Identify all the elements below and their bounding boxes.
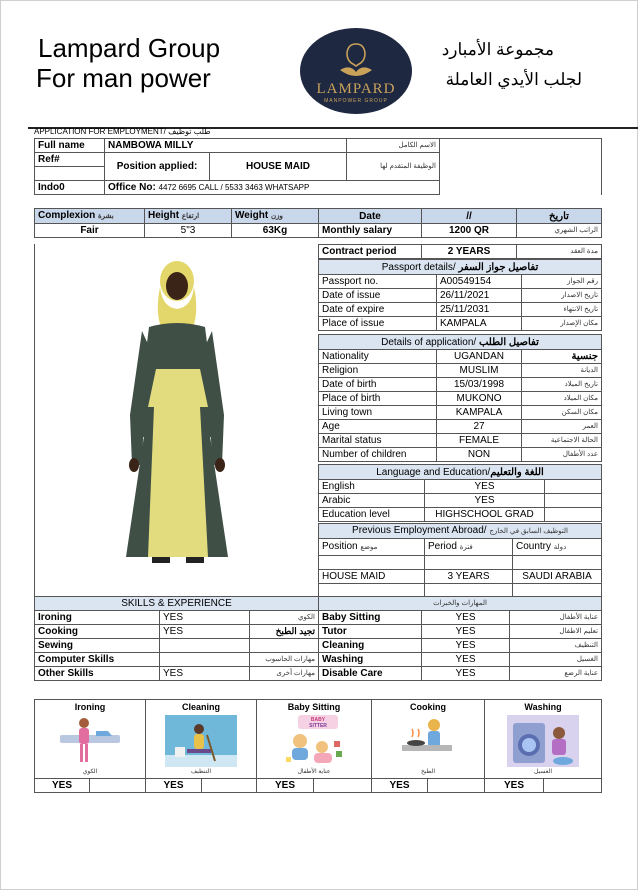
language-row-value: YES [425,494,545,508]
blank-cell [90,779,146,793]
card-ar: الغسيل [533,769,553,775]
blank-cell [545,480,602,494]
complexion-ar: بشرة [98,213,114,220]
application-row-label: Religion [319,364,437,378]
height-ar: ارتفاع [181,213,200,220]
skill-label: Computer Skills [35,653,160,667]
language-row-label: Arabic [319,494,425,508]
skill-card [372,700,485,779]
date-ar: تاريخ [517,209,602,224]
employment-period: 3 YEARS [425,570,513,584]
card-title: Cleaning [181,702,220,712]
application-row-ar: العمر [522,420,602,434]
baby-sitter-badge-line2: SITTER [309,723,327,729]
skills-title-ar: المهارات والخبرات [319,597,602,611]
language-row-value: HIGHSCHOOL GRAD [425,508,545,522]
application-row-value: MUSLIM [437,364,522,378]
skill-ar: التنظيف [510,639,602,653]
passport-row-value: 25/11/2031 [437,303,522,317]
blank-cell [545,508,602,522]
application-row-ar: تاريخ الميلاد [522,378,602,392]
application-row-ar: عدد الأطفال [522,448,602,462]
summary-table [34,208,602,238]
salary-label: Monthly salary [319,224,422,238]
passport-row-value: A00549154 [437,275,522,289]
application-row-label: Date of birth [319,378,437,392]
skill-label: Washing [319,653,422,667]
application-row-label: Number of children [319,448,437,462]
skill-cards [34,699,602,779]
weight-ar: وزن [270,213,283,220]
passport-title-ar: تفاصيل جواز السفر [458,261,539,273]
card-value: YES [35,779,90,793]
skills-table [34,596,602,681]
skill-label: Cleaning [319,639,422,653]
card-title: Ironing [74,702,106,712]
employment-title: Previous Employment Abroad/ [352,525,487,536]
indo-label: Indo0 [35,181,105,195]
blank-cell [545,494,602,508]
passport-title: Passport details/ [381,261,456,273]
passport-row-label: Date of expire [319,303,437,317]
office-label: Office No: [108,182,156,193]
passport-row-value: 26/11/2021 [437,289,522,303]
blank-cell [513,556,602,570]
application-row-value: UGANDAN [437,350,522,364]
employment-period-label: Period [428,541,457,552]
passport-row-ar: تاريخ الانتهاء [522,303,602,317]
skill-ar [250,639,319,653]
passport-row-ar: رقم الجواز [522,275,602,289]
contract-value: 2 YEARS [422,245,517,259]
skill-ar: الغسيل [510,653,602,667]
company-name-ar: مجموعة الأمبارد [441,40,554,59]
personal-info-table [34,138,602,195]
application-row-value: NON [437,448,522,462]
skill-card [146,700,257,779]
skill-card-values [34,778,602,793]
office-value: 4472 6695 CALL / 5533 3463 WHATSAPP [158,183,310,192]
skill-label: Sewing [35,639,160,653]
ironing-icon [54,715,126,767]
cleaning-icon [165,715,237,767]
complexion-label: Complexion [38,210,96,221]
baby-sitting-icon [278,715,350,767]
skill-ar: عناية الرضع [510,667,602,681]
full-name-value: NAMBOWA MILLY [105,139,347,153]
date-label: Date [319,209,422,224]
skill-ar: تجيد الطبخ [250,625,319,639]
salary-ar: الراتب الشهري [517,224,602,238]
language-row-value: YES [425,480,545,494]
language-title-ar: اللغة والتعليم [490,466,544,478]
skill-value [160,639,250,653]
application-row-ar: الحالة الاجتماعية [522,434,602,448]
passport-row-ar: تاريخ الاصدار [522,289,602,303]
skill-value: YES [160,625,250,639]
skill-ar: عناية الأطفال [510,611,602,625]
company-tagline-en: For man power [36,63,211,93]
skill-ar: الكوي [250,611,319,625]
skill-value: YES [422,625,510,639]
position-ar: الوظيفة المتقدم لها [347,153,440,181]
blank-cell [319,556,425,570]
skill-label: Disable Care [319,667,422,681]
application-title: APPLICATION FOR EMPLOYMENT/ طلب توظيف [34,127,211,136]
application-title: Details of application/ [381,336,477,348]
skill-card [35,700,146,779]
logo-subtitle: MANPOWER GROUP [324,98,388,104]
passport-row-label: Date of issue [319,289,437,303]
position-value: HOUSE MAID [210,153,347,181]
weight-value: 63Kg [232,224,319,238]
application-row-label: Age [319,420,437,434]
height-label: Height [148,210,180,221]
application-row-ar: مكان الميلاد [522,392,602,406]
employment-country-ar: دولة [553,544,567,551]
skill-value: YES [422,653,510,667]
blank-cell [425,556,513,570]
skill-label: Other Skills [35,667,160,681]
card-ar: الطبخ [420,769,436,775]
skill-ar: مهارات الحاسوب [250,653,319,667]
logo-word: LAMPARD [316,81,396,97]
skill-label: Ironing [35,611,160,625]
application-row-label: Place of birth [319,392,437,406]
skill-label: Tutor [319,625,422,639]
language-row-label: English [319,480,425,494]
contract-ar: مدة العقد [517,245,602,259]
skill-value: YES [160,667,250,681]
application-title-ar: تفاصيل الطلب [478,336,539,348]
employment-country: SAUDI ARABIA [513,570,602,584]
employment-period-ar: فترة [459,544,473,551]
application-row-label: Living town [319,406,437,420]
application-table [318,334,602,462]
skill-value: YES [422,611,510,625]
application-row-ar: مكان السكن [522,406,602,420]
card-title: Cooking [410,702,446,712]
blank-cell [314,779,372,793]
passport-row-label: Place of issue [319,317,437,331]
passport-row-label: Passport no. [319,275,437,289]
card-ar: عناية الأطفال [297,769,331,775]
skill-ar: تعليم الاطفال [510,625,602,639]
cooking-icon [392,715,464,767]
blank-cell [202,779,257,793]
logo-emblem-icon [336,40,376,80]
card-value: YES [372,779,428,793]
ref-label: Ref# [35,153,105,167]
blank-cell [544,779,602,793]
passport-row-ar: مكان الإصدار [522,317,602,331]
complexion-value: Fair [35,224,145,238]
application-row-value: KAMPALA [437,406,522,420]
date-value: // [422,209,517,224]
language-row-label: Education level [319,508,425,522]
employment-title-ar: التوظيف السابق في الخارج [489,528,568,535]
passport-table [318,259,602,331]
card-ar: التنظيف [190,769,212,775]
language-title: Language and Education/ [376,466,491,478]
company-logo [300,28,412,114]
language-table [318,464,602,522]
weight-label: Weight [235,210,269,221]
skill-label: Baby Sitting [319,611,422,625]
skill-value: YES [422,667,510,681]
card-value: YES [257,779,314,793]
passport-row-value: KAMPALA [437,317,522,331]
application-row-label: Marital status [319,434,437,448]
skill-value: YES [422,639,510,653]
skill-ar: مهارات أخرى [250,667,319,681]
application-row-ar: جنسية [522,350,602,364]
height-value: 5"3 [145,224,232,238]
card-title: Baby Sitting [287,702,341,712]
card-value: YES [146,779,202,793]
skills-title: SKILLS & EXPERIENCE [35,597,319,611]
position-label: Position applied: [105,153,210,181]
skill-card [485,700,602,779]
employment-position-label: Position [322,541,358,552]
full-name-label: Full name [35,139,105,153]
full-name-ar: الاسم الكامل [347,139,440,153]
application-row-value: 15/03/1998 [437,378,522,392]
blank-cell [440,139,602,195]
application-row-value: FEMALE [437,434,522,448]
blank-cell [428,779,485,793]
application-row-label: Nationality [319,350,437,364]
application-row-ar: الديانة [522,364,602,378]
employment-table [318,523,602,598]
employment-position-ar: موضع [360,544,378,551]
contract-label: Contract period [319,245,422,259]
salary-value: 1200 QR [422,224,517,238]
card-title: Washing [524,702,562,712]
office-number [105,181,440,195]
washing-icon [507,715,579,767]
company-tagline-ar: لجلب الأيدي العاملة [445,70,582,89]
applicant-photo [36,259,318,595]
card-value: YES [485,779,544,793]
employment-country-label: Country [516,541,552,552]
contract-table [318,244,602,259]
application-row-value: MUKONO [437,392,522,406]
skill-label: Cooking [35,625,160,639]
blank-cell [35,167,105,181]
skill-value [160,653,250,667]
skill-value: YES [160,611,250,625]
card-ar: الكوي [82,769,98,775]
baby-sitter-badge-line1: BABY [310,717,326,723]
company-name-en: Lampard Group [38,33,221,63]
skill-card [257,700,372,779]
application-row-value: 27 [437,420,522,434]
employment-position: HOUSE MAID [319,570,425,584]
